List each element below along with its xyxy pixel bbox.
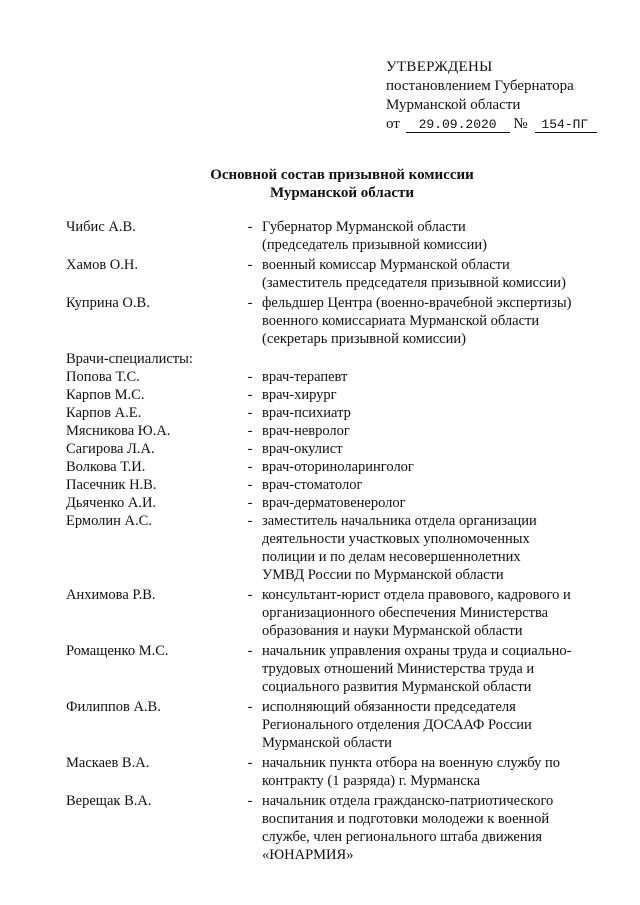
roster-row: [66, 218, 626, 254]
dash-separator: -: [247, 441, 253, 457]
role-line: социального развития Мурманской области: [262, 679, 532, 695]
approval-line-1: постановлением Губернатора: [386, 78, 574, 94]
member-role: [262, 422, 602, 440]
member-role: [262, 368, 602, 386]
member-role: [262, 586, 602, 640]
role-line: Регионального отделения ДОСААФ России: [262, 717, 532, 733]
role-line: начальник отдела гражданско-патриотического: [262, 793, 554, 809]
roster-row: [66, 386, 626, 404]
role-line: (заместитель председателя призывной комиссии): [262, 275, 566, 291]
roster-row: [66, 642, 626, 696]
member-role: [262, 386, 602, 404]
role-line: фельдшер Центра (военно-врачебной экспертизы): [262, 295, 572, 311]
member-role: [262, 494, 602, 512]
dash-separator: -: [247, 459, 253, 475]
roster-row: [66, 698, 626, 752]
roster-row: [66, 404, 626, 422]
dash-separator: -: [247, 587, 253, 603]
role-line: (секретарь призывной комиссии): [262, 331, 466, 347]
member-name: Пасечник Н.В.: [66, 477, 157, 493]
role-line: исполняющий обязанности председателя: [262, 699, 516, 715]
approval-heading: УТВЕРЖДЕНЫ: [386, 59, 493, 75]
dash-separator: -: [247, 387, 253, 403]
member-name: Маскаев В.А.: [66, 755, 150, 771]
member-name: Дьяченко А.И.: [66, 495, 157, 511]
dash-separator: -: [247, 699, 253, 715]
title-line-2: Мурманской области: [269, 185, 415, 201]
dash-separator: -: [247, 369, 253, 385]
role-line: начальник управления охраны труда и социально-: [262, 643, 572, 659]
member-name: Филиппов А.В.: [66, 699, 161, 715]
member-name: Ермолин А.С.: [66, 513, 152, 529]
member-role: [262, 792, 602, 864]
dash-separator: -: [247, 513, 253, 529]
member-role: [262, 256, 602, 292]
dash-separator: -: [247, 257, 253, 273]
member-name: Сагирова Л.А.: [66, 441, 155, 457]
members-list: [66, 218, 626, 348]
role-line: заместитель начальника отдела организации: [262, 513, 537, 529]
roster-row: [66, 440, 626, 458]
member-name: Волкова Т.И.: [66, 459, 146, 475]
role-line: военный комиссар Мурманской области: [262, 257, 510, 273]
role-line: врач-стоматолог: [262, 477, 363, 493]
approval-line-2: Мурманской области: [386, 97, 521, 113]
dash-separator: -: [247, 643, 253, 659]
member-name: Карпов А.Е.: [66, 405, 142, 421]
role-line: Мурманской области: [262, 735, 392, 751]
roster-row: [66, 754, 626, 790]
member-name: Хамов О.Н.: [66, 257, 138, 273]
role-line: трудовых отношений Министерства труда и: [262, 661, 535, 677]
member-role: [262, 642, 602, 696]
role-line: военного комиссариата Мурманской области: [262, 313, 540, 329]
roster-row: [66, 256, 626, 292]
member-role: [262, 476, 602, 494]
dash-separator: -: [247, 755, 253, 771]
role-line: образования и науки Мурманской области: [262, 623, 523, 639]
member-name: Ромащенко М.С.: [66, 643, 169, 659]
role-line: контракту (1 разряда) г. Мурманска: [262, 773, 481, 789]
title-line-1: Основной состав призывной комиссии: [210, 167, 474, 183]
role-line: врач-невролог: [262, 423, 350, 439]
role-line: «ЮНАРМИЯ»: [262, 847, 354, 863]
dash-separator: -: [247, 295, 253, 311]
role-line: врач-оториноларинголог: [262, 459, 414, 475]
member-role: [262, 294, 602, 348]
role-line: врач-окулист: [262, 441, 343, 457]
member-role: [262, 754, 602, 790]
member-name: Анхимова Р.В.: [66, 587, 156, 603]
dash-separator: -: [247, 423, 253, 439]
document-title: [0, 166, 640, 202]
roster-row: [66, 422, 626, 440]
role-line: службе, член регионального штаба движения: [262, 829, 543, 845]
roster-row: [66, 476, 626, 494]
specialists-label: Врачи-специалисты:: [66, 351, 193, 367]
approval-number: 154-ПГ: [535, 117, 597, 133]
dash-separator: -: [247, 477, 253, 493]
dash-separator: -: [247, 495, 253, 511]
member-name: Попова Т.С.: [66, 369, 140, 385]
member-name: Куприна О.В.: [66, 295, 150, 311]
member-name: Чибис А.В.: [66, 219, 136, 235]
role-line: Губернатор Мурманской области: [262, 219, 466, 235]
roster-row: [66, 792, 626, 864]
commission-roster: [66, 218, 626, 866]
dash-separator: -: [247, 405, 253, 421]
approval-block: [386, 58, 626, 134]
role-line: деятельности участковых уполномоченных: [262, 531, 530, 547]
member-role: [262, 698, 602, 752]
role-line: консультант-юрист отдела правового, кадрового и: [262, 587, 571, 603]
member-role: [262, 218, 602, 254]
roster-row: [66, 294, 626, 348]
role-line: врач-дерматовенеролог: [262, 495, 406, 511]
roster-row: [66, 368, 626, 386]
role-line: УМВД России по Мурманской области: [262, 567, 504, 583]
dash-separator: -: [247, 219, 253, 235]
roster-row: [66, 586, 626, 640]
number-prefix: №: [513, 116, 528, 132]
member-role: [262, 458, 602, 476]
role-line: врач-психиатр: [262, 405, 351, 421]
member-role: [262, 404, 602, 422]
roster-row: [66, 458, 626, 476]
roster-row: [66, 512, 626, 584]
approval-date-line: [386, 115, 626, 134]
specialists-list: [66, 368, 626, 512]
dash-separator: -: [247, 793, 253, 809]
member-role: [262, 512, 602, 584]
role-line: (председатель призывной комиссии): [262, 237, 487, 253]
role-line: начальник пункта отбора на военную службу по: [262, 755, 560, 771]
member-name: Карпов М.С.: [66, 387, 145, 403]
role-line: воспитания и подготовки молодежи к военной: [262, 811, 550, 827]
approval-date: 29.09.2020: [406, 117, 510, 133]
others-list: [66, 512, 626, 864]
role-line: врач-хирург: [262, 387, 337, 403]
member-role: [262, 440, 602, 458]
date-prefix: от: [386, 116, 400, 132]
roster-row: [66, 494, 626, 512]
role-line: организационного обеспечения Министерства: [262, 605, 549, 621]
role-line: полиции и по делам несовершеннолетних: [262, 549, 521, 565]
role-line: врач-терапевт: [262, 369, 348, 385]
member-name: Мясникова Ю.А.: [66, 423, 171, 439]
member-name: Верещак В.А.: [66, 793, 152, 809]
